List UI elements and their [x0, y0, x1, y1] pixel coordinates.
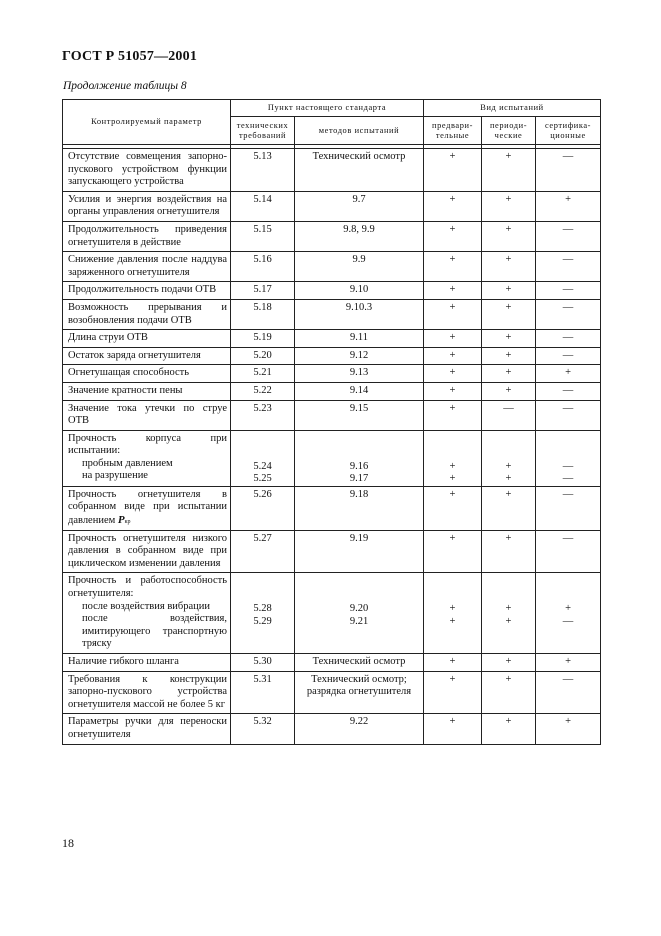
method-cell: 9.7	[295, 191, 424, 221]
req-cell: 5.19	[231, 330, 295, 348]
header-test-type: Вид испытаний	[424, 100, 601, 117]
table-row	[63, 365, 601, 383]
document-header: ГОСТ Р 51057—2001	[62, 49, 198, 64]
req-cell: 5.26	[231, 486, 295, 530]
table-row	[63, 252, 601, 282]
per-cell: +	[482, 330, 536, 348]
table-row	[63, 382, 601, 400]
param-cell: Значение кратности пены	[63, 382, 231, 400]
req-cell: 5.30	[231, 654, 295, 672]
req-cell: 5.32	[231, 714, 295, 744]
cert-cell: —	[536, 221, 601, 251]
param-cell: Прочность огнетушителя в собранном виде при испытании давлением Pкр	[63, 486, 231, 530]
pre-cell: +	[424, 671, 482, 714]
per-cell: +	[482, 347, 536, 365]
cert-cell: —	[536, 347, 601, 365]
header-tech-req: технических требований	[231, 117, 295, 145]
cert-cell: + —	[536, 573, 601, 654]
method-cell: 9.10	[295, 282, 424, 300]
pre-cell: + +	[424, 430, 482, 486]
table-row	[63, 282, 601, 300]
cert-cell: —	[536, 282, 601, 300]
table-row	[63, 654, 601, 672]
table-row	[63, 671, 601, 714]
cert-cell: +	[536, 714, 601, 744]
table-row	[63, 330, 601, 348]
param-cell: Прочность огнетушителя низкого давления в собранном виде при циклическом изменении давления	[63, 530, 231, 573]
per-cell: +	[482, 714, 536, 744]
table-row	[63, 400, 601, 430]
method-cell: 9.13	[295, 365, 424, 383]
header-preliminary: предвари-тельные	[424, 117, 482, 145]
table-row	[63, 221, 601, 251]
table-continuation-caption: Продолжение таблицы 8	[63, 80, 187, 92]
method-cell: 9.22	[295, 714, 424, 744]
per-cell: +	[482, 365, 536, 383]
cert-cell: —	[536, 671, 601, 714]
table-row	[63, 299, 601, 329]
per-cell: + +	[482, 430, 536, 486]
param-cell: Параметры ручки для переноски огнетушителя	[63, 714, 231, 744]
param-cell	[63, 430, 231, 486]
method-cell: 9.9	[295, 252, 424, 282]
pre-cell: +	[424, 714, 482, 744]
param-cell: Длина струи ОТВ	[63, 330, 231, 348]
method-cell: 9.11	[295, 330, 424, 348]
cert-cell: —	[536, 382, 601, 400]
per-cell: +	[482, 299, 536, 329]
param-cell: Остаток заряда огнетушителя	[63, 347, 231, 365]
per-cell: +	[482, 671, 536, 714]
header-periodic: периоди-ческие	[482, 117, 536, 145]
param-cell	[63, 573, 231, 654]
pre-cell: +	[424, 530, 482, 573]
group-item: на разрушение	[82, 470, 148, 482]
header-test-methods: методов испытаний	[295, 117, 424, 145]
req-cell: 5.24 5.25	[231, 430, 295, 486]
cert-cell: —	[536, 330, 601, 348]
test-parameters-table	[62, 99, 601, 745]
per-cell: +	[482, 654, 536, 672]
group-title: Прочность корпуса при испытании:	[68, 432, 227, 457]
req-cell: 5.28 5.29	[231, 573, 295, 654]
method-cell: Технический осмотр; разрядка огнетушителя	[295, 671, 424, 714]
header-param: Контролируемый параметр	[63, 100, 231, 145]
table-row	[63, 347, 601, 365]
req-cell: 5.27	[231, 530, 295, 573]
pre-cell: +	[424, 486, 482, 530]
table-row	[63, 530, 601, 573]
req-cell: 5.17	[231, 282, 295, 300]
method-cell: Технический осмотр	[295, 654, 424, 672]
pre-cell: +	[424, 382, 482, 400]
header-standard-point: Пункт настоящего стандарта	[231, 100, 424, 117]
method-cell: 9.20 9.21	[295, 573, 424, 654]
param-cell: Возможность прерывания и возобновления подачи ОТВ	[63, 299, 231, 329]
param-cell: Требования к конструкции запорно-пускового устройства огнетушителя массой не более 5 кг	[63, 671, 231, 714]
cert-cell: +	[536, 654, 601, 672]
pre-cell: +	[424, 299, 482, 329]
param-cell: Продолжительность приведения огнетушителя в действие	[63, 221, 231, 251]
req-cell: 5.23	[231, 400, 295, 430]
cert-cell: —	[536, 486, 601, 530]
per-cell: +	[482, 221, 536, 251]
req-cell: 5.14	[231, 191, 295, 221]
cert-cell: —	[536, 530, 601, 573]
per-cell: + +	[482, 573, 536, 654]
req-cell: 5.15	[231, 221, 295, 251]
req-cell: 5.16	[231, 252, 295, 282]
per-cell: +	[482, 252, 536, 282]
param-cell: Снижение давления после наддува заряженного огнетушителя	[63, 252, 231, 282]
group-item: после воздействия вибрации	[82, 600, 210, 612]
method-cell: 9.8, 9.9	[295, 221, 424, 251]
body-strength-group	[63, 430, 601, 530]
group-item: после воздействия, имитирующего транспортную тряску	[82, 613, 227, 650]
req-cell: 5.21	[231, 365, 295, 383]
cert-cell: +	[536, 191, 601, 221]
per-cell: +	[482, 382, 536, 400]
method-cell: 9.10.3	[295, 299, 424, 329]
cert-cell: — —	[536, 430, 601, 486]
method-cell: 9.19	[295, 530, 424, 573]
table-row	[63, 149, 601, 192]
method-cell: 9.15	[295, 400, 424, 430]
pre-cell: +	[424, 191, 482, 221]
param-cell: Продолжительность подачи ОТВ	[63, 282, 231, 300]
req-cell: 5.31	[231, 671, 295, 714]
pre-cell: +	[424, 365, 482, 383]
cert-cell: —	[536, 252, 601, 282]
cert-cell: —	[536, 149, 601, 192]
method-cell: 9.16 9.17	[295, 430, 424, 486]
pre-cell: + +	[424, 573, 482, 654]
page-number: 18	[62, 836, 74, 850]
table-row	[63, 573, 601, 654]
method-cell: 9.18	[295, 486, 424, 530]
param-cell: Значение тока утечки по струе ОТВ	[63, 400, 231, 430]
per-cell: +	[482, 530, 536, 573]
per-cell: +	[482, 486, 536, 530]
per-cell: —	[482, 400, 536, 430]
method-cell: 9.14	[295, 382, 424, 400]
group-item: пробным давлением	[82, 457, 173, 469]
req-cell: 5.13	[231, 149, 295, 192]
cert-cell: —	[536, 400, 601, 430]
cert-cell: —	[536, 299, 601, 329]
pre-cell: +	[424, 149, 482, 192]
per-cell: +	[482, 191, 536, 221]
table-row	[63, 714, 601, 744]
pre-cell: +	[424, 347, 482, 365]
group-title: Прочность и работоспособность огнетушителя:	[68, 575, 227, 600]
param-cell: Усилия и энергия воздействия на органы управления огнетушителя	[63, 191, 231, 221]
per-cell: +	[482, 282, 536, 300]
req-cell: 5.20	[231, 347, 295, 365]
pre-cell: +	[424, 282, 482, 300]
pre-cell: +	[424, 400, 482, 430]
per-cell: +	[482, 149, 536, 192]
param-cell: Отсутствие совмещения запорно-пускового устройством функции запускающего устройства	[63, 149, 231, 192]
req-cell: 5.22	[231, 382, 295, 400]
table-row	[63, 191, 601, 221]
vibration-group	[63, 573, 601, 654]
param-cell: Наличие гибкого шланга	[63, 654, 231, 672]
pre-cell: +	[424, 330, 482, 348]
method-cell: Технический осмотр	[295, 149, 424, 192]
cert-cell: +	[536, 365, 601, 383]
header-certification: сертифика-ционные	[536, 117, 601, 145]
table-row	[63, 486, 601, 530]
param-cell: Огнетушащая способность	[63, 365, 231, 383]
pre-cell: +	[424, 654, 482, 672]
pre-cell: +	[424, 252, 482, 282]
req-cell: 5.18	[231, 299, 295, 329]
pre-cell: +	[424, 221, 482, 251]
method-cell: 9.12	[295, 347, 424, 365]
table-row	[63, 430, 601, 486]
